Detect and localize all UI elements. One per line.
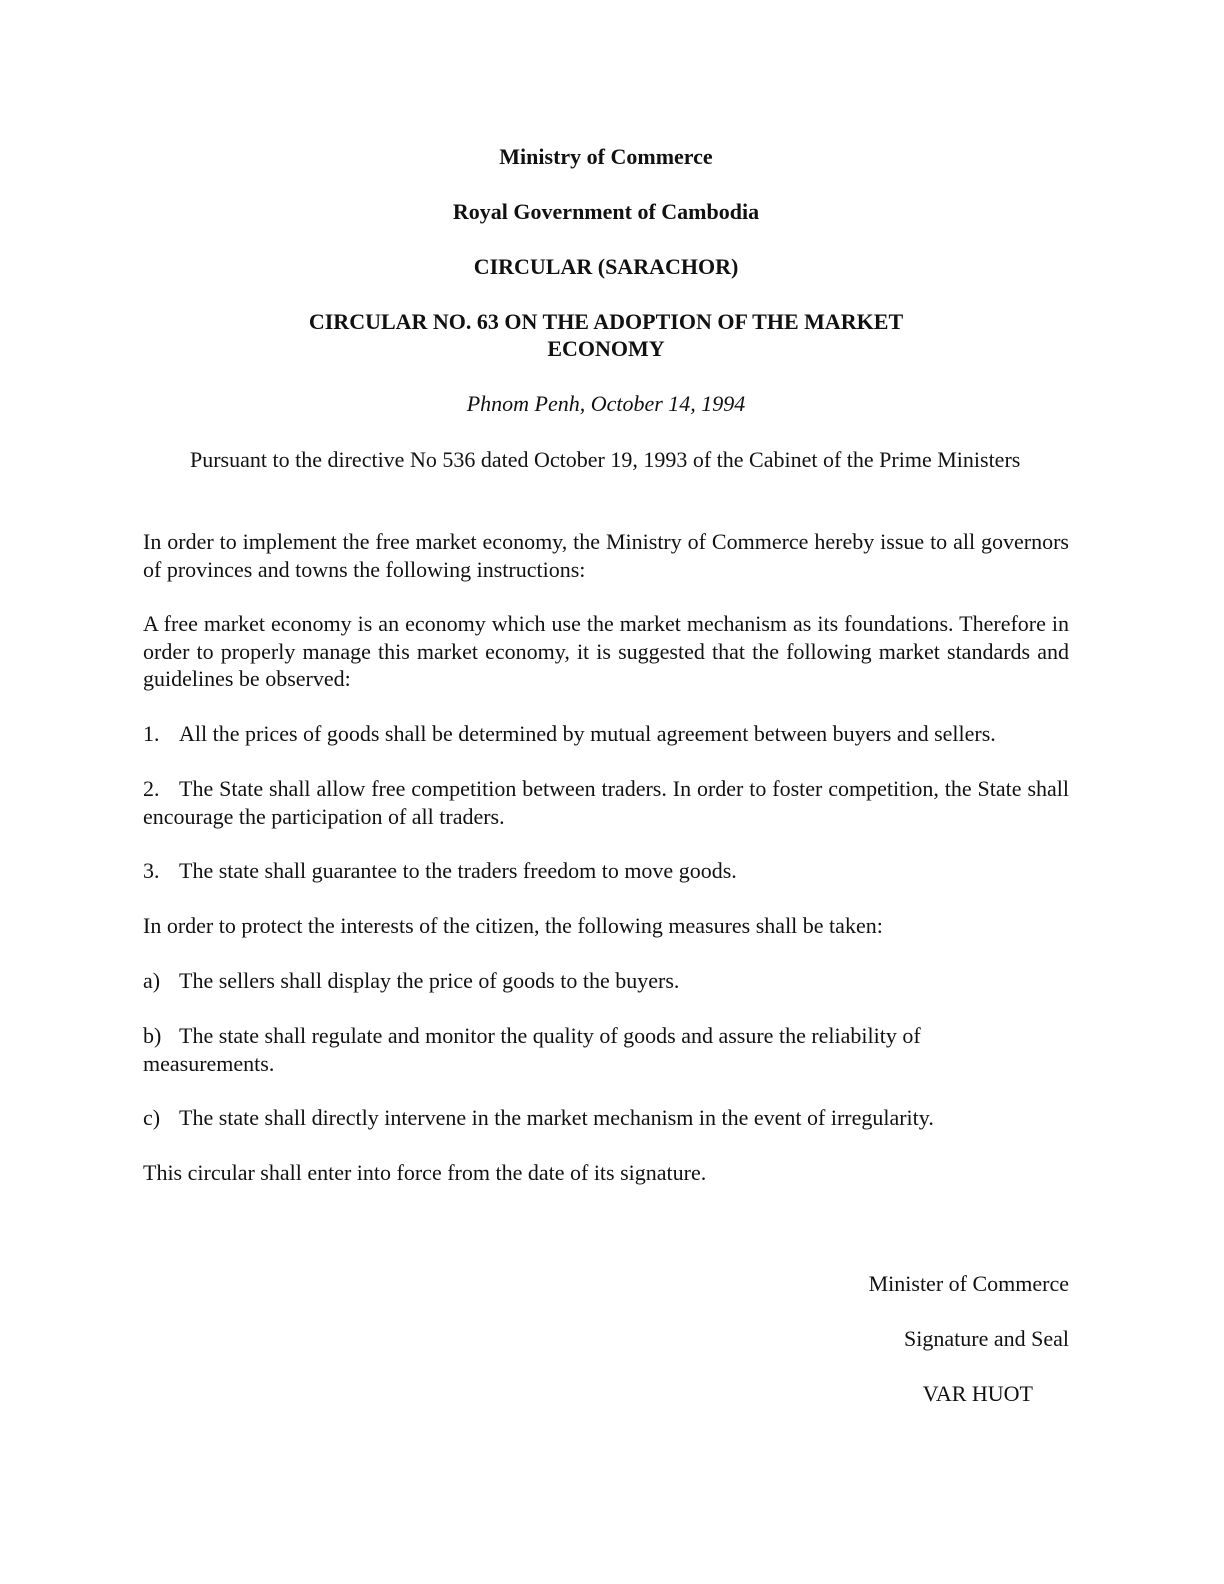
paragraph-pursuant: Pursuant to the directive No 536 dated October 19, 1993 of the Cabinet of the Prime Ministers <box>190 447 1021 472</box>
circular-title-line1: CIRCULAR NO. 63 ON THE ADOPTION OF THE MARKET <box>308 309 904 334</box>
list-item-text: The state shall guarantee to the traders freedom to move goods. <box>179 858 737 883</box>
paragraph-protect: In order to protect the interests of the citizen, the following measures shall be taken: <box>143 913 883 938</box>
list-item-text: The state shall regulate and monitor the quality of goods and assure the reliability of measurements. <box>143 1023 921 1076</box>
ministry-heading: Ministry of Commerce <box>499 144 713 169</box>
government-heading: Royal Government of Cambodia <box>452 199 760 224</box>
paragraph-implement: In order to implement the free market economy, the Ministry of Commerce hereby issue to all governors of provinces and towns the following instructions: <box>143 529 1069 582</box>
list-marker: 2. <box>143 776 160 801</box>
list-item-text: The state shall directly intervene in the market mechanism in the event of irregularity. <box>179 1105 934 1130</box>
list-marker: a) <box>143 968 161 993</box>
lettered-item-c <box>143 1104 1069 1132</box>
list-item-text: All the prices of goods shall be determined by mutual agreement between buyers and sellers. <box>179 721 996 746</box>
lettered-item-a <box>143 967 1069 995</box>
signatory-name: VAR HUOT <box>922 1381 1033 1406</box>
paragraph-entry-into-force: This circular shall enter into force from the date of its signature. <box>143 1160 707 1185</box>
numbered-item-1 <box>143 720 1069 748</box>
numbered-item-3 <box>143 857 1069 885</box>
circular-title <box>143 308 1069 362</box>
list-marker: c) <box>143 1105 161 1130</box>
numbered-item-2 <box>143 775 1069 830</box>
list-item-text: The State shall allow free competition between traders. In order to foster competition, the State shall encourage the participation of all traders. <box>143 776 1069 829</box>
list-item-text: The sellers shall display the price of goods to the buyers. <box>179 968 680 993</box>
signature-note: Signature and Seal <box>904 1326 1069 1351</box>
paragraph-definition: A free market economy is an economy which use the market mechanism as its foundations. Therefore in order to properly manage this market economy, it is suggested that the following market standards and guidelines be observed: <box>143 611 1069 691</box>
signatory-role: Minister of Commerce <box>868 1271 1069 1296</box>
list-marker: 3. <box>143 858 160 883</box>
place-date: Phnom Penh, October 14, 1994 <box>466 391 746 416</box>
list-marker: b) <box>143 1023 162 1048</box>
document-type-heading: CIRCULAR (SARACHOR) <box>473 254 739 279</box>
circular-title-line2: ECONOMY <box>547 336 665 361</box>
list-marker: 1. <box>143 721 160 746</box>
lettered-item-b <box>143 1022 1003 1077</box>
